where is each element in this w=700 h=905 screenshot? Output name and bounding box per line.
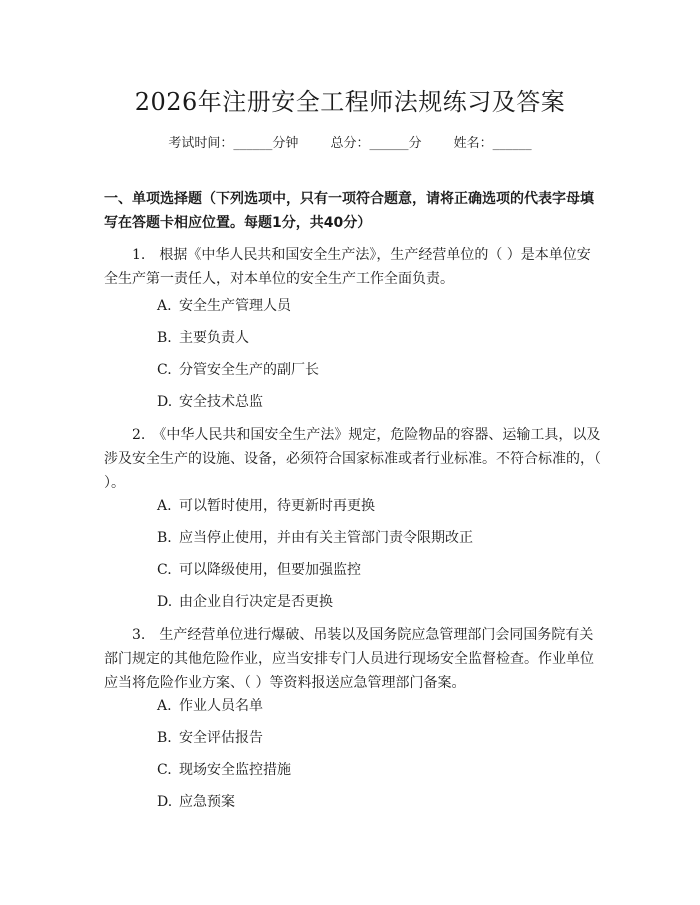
option-text: 作业人员名单 [179,698,263,714]
question-1-option-b [157,328,249,348]
option-letter: A. [157,298,172,314]
question-1-option-c [157,360,319,380]
document-title: 2026年注册安全工程师法规练习及答案 [134,88,566,116]
option-letter: A. [157,498,172,514]
option-text: 可以降级使用，但要加强监控 [179,562,361,578]
question-2-option-c [157,560,361,580]
option-text: 主要负责人 [179,330,249,346]
question-3-option-a [157,696,263,716]
question-1-option-d [157,392,263,412]
question-2-option-b [157,528,473,548]
question-2-stem: 2. 《中华人民共和国安全生产法》规定，危险物品的容器、运输工具，以及涉及安全生产的设施、设备，必须符合国家标准或者行业标准。不符合标准的，（ ）。 [104,427,601,491]
question-2-option-d [157,592,333,612]
question-3-option-c [157,760,291,780]
option-text: 应当停止使用，并由有关主管部门责令限期改正 [179,530,473,546]
option-letter: B. [157,330,172,346]
option-text: 安全评估报告 [179,730,263,746]
option-letter: A. [157,698,172,714]
question-1-stem: 1. 根据《中华人民共和国安全生产法》，生产经营单位的（ ）是本单位安全生产第一责任人，对本单位的安全生产工作全面负责。 [104,247,591,287]
option-text: 现场安全监控措施 [179,762,291,778]
exam-time-field: 考试时间：______分钟 [168,136,299,151]
option-letter: D. [157,794,173,810]
option-letter: D. [157,594,173,610]
total-score-field: 总分：______分 [330,136,422,151]
option-text: 应急预案 [179,794,235,810]
option-text: 由企业自行决定是否更换 [179,594,333,610]
option-letter: D. [157,394,173,410]
option-letter: B. [157,730,172,746]
name-field: 姓名：______ [453,136,532,151]
option-letter: C. [157,562,172,578]
question-2-option-a [157,496,375,516]
option-text: 可以暂时使用，待更新时再更换 [179,498,375,514]
option-letter: C. [157,362,172,378]
question-3-option-b [157,728,263,748]
section-heading: 一、单项选择题（下列选项中，只有一项符合题意，请将正确选项的代表字母填写在答题卡相应位置。每题1分，共40分） [104,191,594,231]
option-letter: B. [157,530,172,546]
question-1-option-a [157,296,291,316]
option-letter: C. [157,762,172,778]
exam-info [0,132,700,151]
option-text: 安全生产管理人员 [179,298,291,314]
option-text: 分管安全生产的副厂长 [179,362,319,378]
question-3-option-d [157,792,235,812]
question-3-stem: 3. 生产经营单位进行爆破、吊装以及国务院应急管理部门会同国务院有关部门规定的其他危险作业，应当安排专门人员进行现场安全监督检查。作业单位应当将危险作业方案、（ ）等资料报送应急管理部门备案。 [104,627,594,691]
option-text: 安全技术总监 [179,394,263,410]
